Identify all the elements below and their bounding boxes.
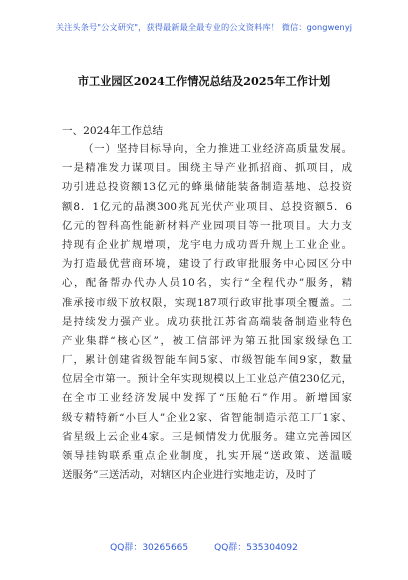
body-line: 一是精准发力谋项目。围绕主导产业抓招商、抓项目，成 <box>62 162 352 175</box>
body-line: 为打造最优营商环境，建设了行政审批服务中心园区分中 <box>62 258 352 271</box>
body-line: 是持续发力强产业。成功获批江苏省高端装备制造业特色 <box>62 315 352 328</box>
body-line: 心，配备帮办代办人员10名，实行“全程代办”服务，精 <box>62 277 352 290</box>
body-line: 位居全市第一。预计全年实现规模以上工业总产值230亿元， <box>62 373 352 386</box>
footer-qq-group-2: QQ群：535304092 <box>214 543 298 553</box>
body-line: 厂，累计创建省级智能车间5家、市级智能车间9家，数量 <box>62 354 352 367</box>
document-title: 市工业园区2024工作情况总结及2025年工作计划 <box>77 74 331 88</box>
body-line: 送服务”三送活动，对辖区内企业进行实地走访，及时了 <box>62 469 317 482</box>
body-line: 准承接市级下放权限，实现187项行政审批事项全覆盖。二 <box>62 296 352 309</box>
header-banner: 关注头条号"公文研究"，获得最新最全最专业的公文资料库！ 微信：gongwenyj <box>55 22 353 32</box>
body-line: 省星级上云企业4家。三是倾情发力优服务。建立完善园区 <box>62 430 352 443</box>
body-line: 产业集群“核心区”，被工信部评为第五批国家级绿色工 <box>62 334 352 347</box>
body-line: 额8．1亿元的晶澳300兆瓦光伏产业项目、总投资额5．6 <box>62 200 352 213</box>
body-line: 亿元的智科高性能新材料产业园项目等一批项目。大力支 <box>62 219 352 232</box>
document-body <box>62 140 352 485</box>
body-line: （一）坚持目标导向，全力推进工业经济高质量发展。 <box>83 143 352 155</box>
footer <box>0 540 408 553</box>
body-line: 持现有企业扩规增项，龙宇电力成功晋升规上工业企业。 <box>62 238 352 251</box>
body-line: 功引进总投资额13亿元的蜂巢储能装备制造基地、总投资 <box>62 181 352 194</box>
section-heading: 一、2024年工作总结 <box>62 125 164 137</box>
body-line: 在全市工业经济发展中发挥了“压舱石”作用。新增国家 <box>62 392 352 405</box>
footer-qq-group-1: QQ群：30265665 <box>110 543 189 553</box>
body-line: 级专精特新“小巨人”企业2家、省智能制造示范工厂1家、 <box>62 411 352 424</box>
body-line: 领导挂钩联系重点企业制度，扎实开展“送政策、送温暖 <box>62 450 352 462</box>
